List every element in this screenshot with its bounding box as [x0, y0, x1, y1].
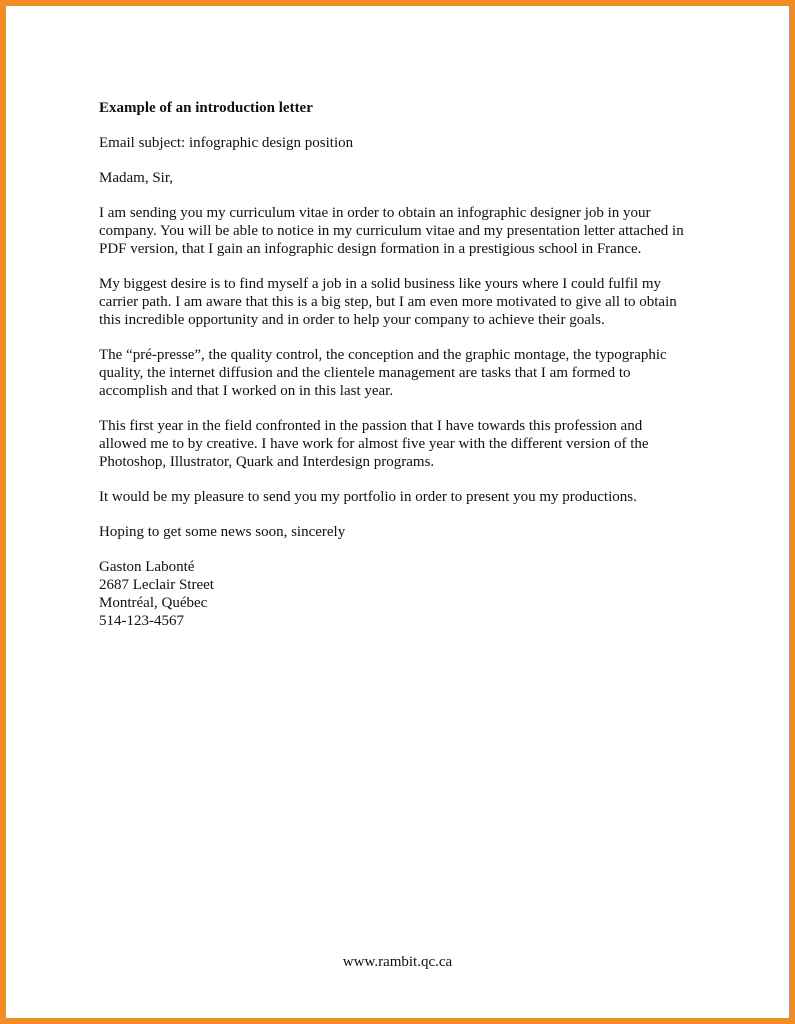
paragraph-line: quality, the internet diffusion and the clientele management are tasks that I am formed to	[99, 365, 631, 381]
letter-title: Example of an introduction letter	[99, 100, 313, 116]
paragraph-4	[99, 417, 709, 471]
signature-name: Gaston Labonté	[99, 559, 195, 575]
salutation: Madam, Sir,	[99, 170, 173, 186]
paragraph-line: allowed me to by creative. I have work for almost five year with the different version of the	[99, 436, 649, 452]
paragraph-3	[99, 346, 709, 400]
letter-body	[99, 99, 709, 630]
paragraph-line: this incredible opportunity and in order to help your company to achieve their goals.	[99, 312, 605, 328]
paragraph-line: I am sending you my curriculum vitae in order to obtain an infographic designer job in your	[99, 205, 651, 221]
paragraph-line: The “pré-presse”, the quality control, the conception and the graphic montage, the typographic	[99, 347, 667, 363]
signature-phone: 514-123-4567	[99, 613, 184, 629]
paragraph-line: My biggest desire is to find myself a job in a solid business like yours where I could fulfil my	[99, 276, 662, 292]
paragraph-2	[99, 275, 709, 329]
signature-street: 2687 Leclair Street	[99, 577, 214, 593]
paragraph-5	[99, 488, 709, 506]
paragraph-line: company. You will be able to notice in my curriculum vitae and my presentation letter attached in	[99, 223, 684, 239]
paragraph-1	[99, 204, 709, 258]
signature-city: Montréal, Québec	[99, 595, 208, 611]
paragraph-line: PDF version, that I gain an infographic design formation in a prestigious school in France.	[99, 241, 642, 257]
paragraph-line: It would be my pleasure to send you my portfolio in order to present you my productions.	[99, 489, 637, 505]
paragraph-line: This first year in the field confronted in the passion that I have towards this profession and	[99, 418, 643, 434]
paragraph-line: Photoshop, Illustrator, Quark and Interdesign programs.	[99, 454, 435, 470]
email-subject: Email subject: infographic design position	[99, 135, 354, 151]
closing-line: Hoping to get some news soon, sincerely	[99, 524, 346, 540]
signature-block	[99, 558, 709, 630]
paragraph-line: accomplish and that I worked on in this last year.	[99, 383, 394, 399]
footer-url: www.rambit.qc.ca	[342, 954, 453, 970]
paragraph-line: carrier path. I am aware that this is a big step, but I am even more motivated to give all to obtain	[99, 294, 677, 310]
